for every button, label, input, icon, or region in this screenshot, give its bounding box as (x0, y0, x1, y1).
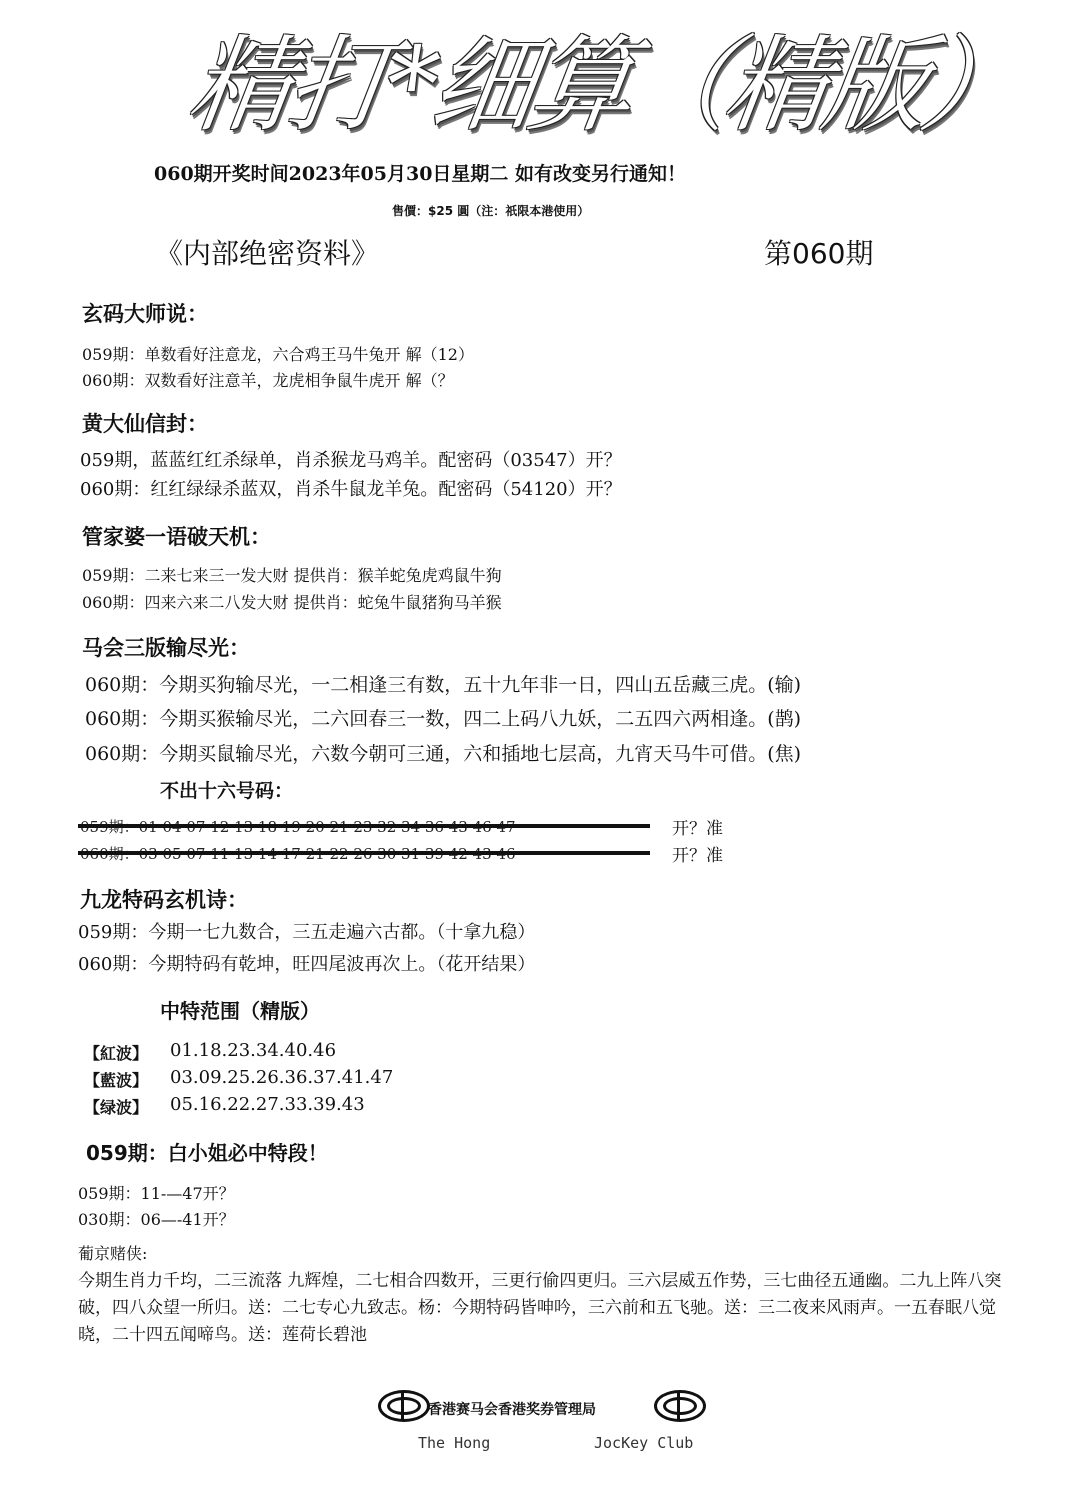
jockey-club-logo-left (378, 1390, 430, 1422)
footer-english-right: JocKey Club (594, 1434, 694, 1452)
wave-label-green: 【绿波】 (84, 1098, 149, 1117)
huangdaxian-line: 060期：红红绿绿杀蓝双，肖杀牛鼠龙羊兔。配密码（54120）开？ (80, 479, 622, 500)
section-heading-pujing: 葡京赌侠: (78, 1244, 148, 1263)
mahui-line: 060期：今期买鼠输尽光，六数今朝可三通，六和插地七层高，九宵天马牛可借。(焦) (85, 743, 802, 765)
strikethrough-bar (78, 851, 650, 855)
section-heading-huangdaxian: 黄大仙信封： (82, 412, 208, 436)
section-heading-mahui: 马会三版输尽光： (82, 636, 250, 660)
document-title: 《内部绝密资料》 (155, 237, 380, 270)
footer-organization: 香港赛马会香港奖券管理局 (428, 1402, 596, 1418)
mahui-line: 060期：今期买猴输尽光，二六回春三一数，四二上码八九妖，二五四六两相逢。(鹊) (85, 708, 802, 730)
pujing-paragraph: 今期生肖力千均，二三流落 九辉煌，二七相合四数开，三更行偷四更归。三六层威五作势，三七曲径五通幽。二九上阵八突破，四八众望一所归。送：二七专心九致志。杨：今期特码皆呻吟，三六前和五飞驰。送：三二夜来风雨声。一五春眠八觉晓，二十四五闻啼鸟。送：莲荷长碧池 (78, 1271, 1002, 1345)
section-heading-jiulong: 九龙特码玄机诗： (80, 888, 248, 912)
section-heading-xuanma: 玄码大师说： (82, 302, 208, 326)
banner-title: 精打*细算（精版） (181, 24, 1029, 146)
xuanma-line: 060期：双数看好注意羊，龙虎相争鼠牛虎开 解（？ (82, 371, 454, 390)
wave-label-red: 【紅波】 (84, 1044, 149, 1063)
issue-number: 第060期 (764, 237, 874, 270)
price-note: 售價：$25 圓（注：祇限本港使用） (392, 204, 590, 218)
section-heading-baixiaojie: 059期：白小姐必中特段！ (86, 1141, 328, 1165)
mahui-line: 060期：今期买狗输尽光，一二相逢三有数，五十九年非一日，四山五岳藏三虎。(输) (85, 674, 802, 696)
jiulong-line: 059期：今期一七九数合，三五走遍六古都。（十拿九稳） (78, 922, 536, 943)
huangdaxian-line: 059期，蓝蓝红红杀绿单，肖杀猴龙马鸡羊。配密码（03547）开？ (80, 450, 622, 471)
issue-announcement: 060期开奖时间2023年05月30日星期二 如有改变另行通知！ (154, 163, 687, 185)
jockey-club-logo-right (654, 1390, 706, 1422)
wave-label-blue: 【藍波】 (84, 1071, 149, 1090)
section-heading-zhongte: 中特范围（精版） (160, 999, 320, 1023)
footer-english-left: The Hong (418, 1434, 491, 1452)
section-heading-buchu: 不出十六号码： (160, 780, 294, 802)
buchu-suffix: 开？准 (672, 846, 723, 866)
wave-numbers-blue: 03.09.25.26.36.37.41.47 (170, 1067, 394, 1088)
strikethrough-bar (78, 824, 650, 828)
baixiaojie-line: 030期：06—-41开？ (78, 1210, 235, 1229)
wave-numbers-red: 01.18.23.34.40.46 (170, 1040, 337, 1061)
wave-numbers-green: 05.16.22.27.33.39.43 (170, 1094, 365, 1115)
guanjiapo-line: 060期：四来六来二八发大财 提供肖：蛇兔牛鼠猪狗马羊猴 (82, 593, 502, 612)
buchu-suffix: 开？准 (672, 819, 723, 839)
jiulong-line: 060期：今期特码有乾坤，旺四尾波再次上。（花开结果） (78, 954, 536, 975)
baixiaojie-line: 059期：11-—47开？ (78, 1184, 235, 1203)
section-heading-guanjiapo: 管家婆一语破天机： (82, 525, 271, 549)
xuanma-line: 059期：单数看好注意龙，六合鸡王马牛兔开 解（12） (82, 345, 474, 364)
guanjiapo-line: 059期：二来七来三一发大财 提供肖：猴羊蛇兔虎鸡鼠牛狗 (82, 566, 502, 585)
